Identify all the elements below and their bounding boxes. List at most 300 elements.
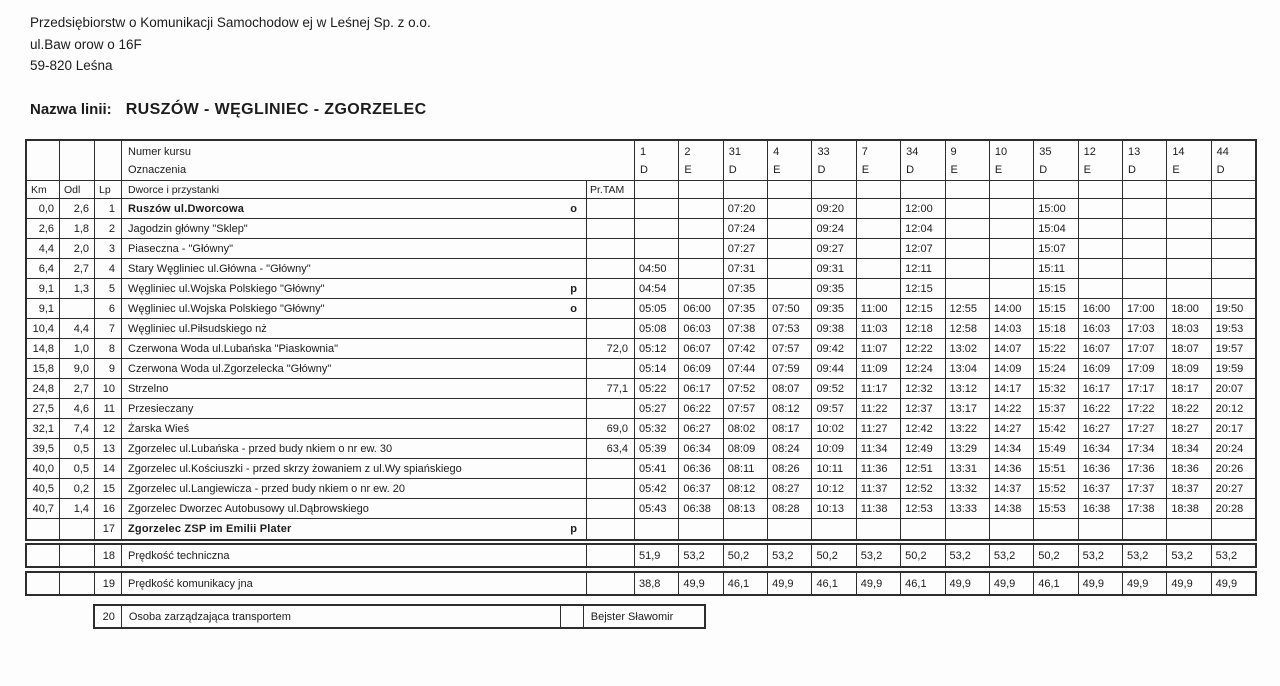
time-cell [635, 219, 679, 238]
time-cell [1034, 519, 1078, 539]
stop-name: Czerwona Woda ul.Lubańska "Piaskownia" [128, 342, 338, 355]
time-cell: 11:09 [857, 359, 901, 378]
speed-value-cell: 51,9 [635, 545, 679, 566]
time-cell: 05:42 [635, 479, 679, 498]
time-cell [1079, 199, 1123, 218]
time-header-empty-cell [901, 181, 945, 198]
time-cell: 15:49 [1034, 439, 1078, 458]
time-cell: 06:36 [679, 459, 723, 478]
course-header-cell [857, 141, 901, 180]
stop-name: Zgorzelec ul.Langiewicza - przed budy nkiem o nr ew. 20 [128, 482, 405, 495]
time-cell: 19:50 [1215, 302, 1244, 315]
time-cell [679, 259, 723, 278]
time-cell: 12:24 [901, 359, 945, 378]
speed-label: Prędkość techniczna [128, 549, 230, 562]
km-cell: 24,8 [27, 379, 60, 398]
time-cell [990, 219, 1034, 238]
course-header-cell [679, 141, 723, 180]
time-cell: 20:07 [1215, 382, 1244, 395]
time-cell: 14:09 [990, 359, 1034, 378]
speed-odl-empty [60, 545, 95, 566]
time-cell: 04:54 [635, 279, 679, 298]
time-cell: 15:00 [1034, 199, 1078, 218]
course-type: D [1127, 164, 1136, 176]
time-cell [946, 199, 990, 218]
stop-name: Zgorzelec ZSP im Emilii Plater [128, 523, 292, 535]
km-cell: 9,1 [27, 279, 60, 298]
time-cell: 05:39 [635, 439, 679, 458]
time-cell: 11:22 [857, 399, 901, 418]
km-cell: 27,5 [27, 399, 60, 418]
time-cell: 14:00 [990, 299, 1034, 318]
prtam-cell [587, 479, 635, 498]
time-cell: 20:27 [1215, 482, 1244, 495]
stop-name: Żarska Wieś [128, 422, 190, 435]
lp-cell: 11 [95, 399, 122, 418]
time-cell [679, 199, 723, 218]
time-cell: 07:44 [724, 359, 768, 378]
time-cell [1079, 279, 1123, 298]
time-cell [1212, 279, 1255, 298]
km-cell: 40,0 [27, 459, 60, 478]
time-cell: 11:00 [857, 299, 901, 318]
time-cell: 12:04 [901, 219, 945, 238]
course-number: 1 [640, 146, 647, 158]
lp-cell: 9 [95, 359, 122, 378]
odl-cell: 0,5 [60, 439, 95, 458]
stop-row [27, 519, 1255, 539]
course-type: E [950, 164, 958, 176]
time-cell: 14:38 [990, 499, 1034, 518]
stop-name-cell [122, 199, 587, 218]
time-cell [635, 199, 679, 218]
km-cell: 4,4 [27, 239, 60, 258]
time-cell: 12:52 [901, 479, 945, 498]
time-cell: 12:49 [901, 439, 945, 458]
time-cell [946, 259, 990, 278]
time-header-empty-cell [724, 181, 768, 198]
time-cell: 09:38 [812, 319, 856, 338]
prtam-cell [587, 239, 635, 258]
time-cell: 16:00 [1079, 299, 1123, 318]
stop-name: Zgorzelec Dworzec Autobusowy ul.Dąbrowskiego [128, 502, 369, 515]
time-cell [1212, 519, 1255, 539]
stop-name: Jagodzin główny "Sklep" [128, 222, 248, 235]
time-cell: 08:13 [724, 499, 768, 518]
time-cell [946, 239, 990, 258]
speed-value-cell: 50,2 [901, 545, 945, 566]
time-cell [1167, 519, 1211, 539]
course-type: E [773, 164, 781, 176]
time-cell [1123, 259, 1167, 278]
time-cell: 14:27 [990, 419, 1034, 438]
stop-row [27, 239, 1255, 259]
speed-value-cell: 49,9 [990, 573, 1034, 594]
prtam-cell [587, 299, 635, 318]
stop-name-cell [122, 319, 587, 338]
time-cell [990, 519, 1034, 539]
time-cell: 15:37 [1034, 399, 1078, 418]
header-row-labels [27, 181, 1255, 199]
course-type: D [728, 164, 737, 176]
lp-cell: 14 [95, 459, 122, 478]
time-cell: 09:57 [812, 399, 856, 418]
time-cell: 06:27 [679, 419, 723, 438]
time-cell [679, 519, 723, 539]
company-name: Przedsiębiorstw o Komunikacji Samochodow ej w Leśnej Sp. z o.o. [30, 15, 431, 30]
stop-name-cell [122, 219, 587, 238]
course-number: 14 [1172, 146, 1185, 158]
speed-label-cell [122, 545, 587, 566]
time-cell [857, 519, 901, 539]
time-cell: 13:32 [946, 479, 990, 498]
time-cell: 08:07 [768, 379, 812, 398]
course-number: 33 [817, 146, 830, 158]
odl-cell: 2,0 [60, 239, 95, 258]
time-cell: 15:11 [1034, 259, 1078, 278]
time-cell: 17:00 [1123, 299, 1167, 318]
time-cell: 11:34 [857, 439, 901, 458]
time-cell: 13:33 [946, 499, 990, 518]
speed-km-empty [27, 545, 60, 566]
time-cell: 18:03 [1167, 319, 1211, 338]
time-cell [946, 279, 990, 298]
prtam-cell [587, 499, 635, 518]
course-header-cell [724, 141, 768, 180]
time-cell: 09:42 [812, 339, 856, 358]
course-number: 9 [950, 146, 957, 158]
course-header-label-cell [122, 141, 635, 180]
time-cell [990, 279, 1034, 298]
time-cell: 07:57 [724, 399, 768, 418]
time-cell: 14:37 [990, 479, 1034, 498]
time-cell: 15:52 [1034, 479, 1078, 498]
prtam-cell: 72,0 [587, 339, 635, 358]
time-cell: 05:14 [635, 359, 679, 378]
time-cell: 09:24 [812, 219, 856, 238]
time-cell: 16:27 [1079, 419, 1123, 438]
time-cell [1167, 219, 1211, 238]
prtam-cell [587, 319, 635, 338]
time-cell: 17:38 [1123, 499, 1167, 518]
time-cell [1212, 199, 1255, 218]
time-cell: 20:12 [1215, 402, 1244, 415]
time-cell: 20:24 [1215, 442, 1244, 455]
speed-odl-empty [60, 573, 95, 594]
speed-value-cell: 53,2 [768, 545, 812, 566]
time-cell: 12:07 [901, 239, 945, 258]
manager-lp-cell: 20 [95, 606, 122, 627]
time-cell [679, 279, 723, 298]
speed-value-cell: 50,2 [724, 545, 768, 566]
lp-cell: 17 [95, 519, 122, 539]
speed-prtam-empty [587, 573, 635, 594]
prtam-cell: 63,4 [587, 439, 635, 458]
course-header-cell [768, 141, 812, 180]
time-cell: 06:00 [679, 299, 723, 318]
time-cell: 09:35 [812, 279, 856, 298]
time-cell [857, 259, 901, 278]
time-cell: 16:07 [1079, 339, 1123, 358]
time-cell: 07:59 [768, 359, 812, 378]
time-cell [1167, 199, 1211, 218]
time-cell: 05:43 [635, 499, 679, 518]
km-cell: 39,5 [27, 439, 60, 458]
prtam-cell: 77,1 [587, 379, 635, 398]
odl-cell: 4,6 [60, 399, 95, 418]
time-cell: 13:31 [946, 459, 990, 478]
speed-value-cell: 49,9 [1167, 573, 1211, 594]
prtam-cell [587, 259, 635, 278]
time-cell [768, 519, 812, 539]
stop-name-cell [122, 459, 587, 478]
timetable-main [25, 139, 1257, 541]
time-cell [990, 199, 1034, 218]
time-cell: 08:17 [768, 419, 812, 438]
time-cell: 05:05 [635, 299, 679, 318]
time-cell: 19:59 [1215, 362, 1244, 375]
time-cell [1123, 199, 1167, 218]
speed-value-cell: 49,9 [768, 573, 812, 594]
stop-name-cell [122, 379, 587, 398]
stop-name-cell [122, 339, 587, 358]
lp-cell: 16 [95, 499, 122, 518]
speed-value-cell: 49,9 [946, 573, 990, 594]
prtam-cell [587, 199, 635, 218]
odl-cell: 4,4 [60, 319, 95, 338]
course-type: E [684, 164, 692, 176]
stop-row [27, 299, 1255, 319]
time-cell: 13:17 [946, 399, 990, 418]
time-cell: 07:57 [768, 339, 812, 358]
speed-row [27, 573, 1255, 594]
course-header-cell [901, 141, 945, 180]
time-cell [768, 239, 812, 258]
stop-name-cell [122, 479, 587, 498]
time-cell [812, 519, 856, 539]
prtam-cell [587, 359, 635, 378]
km-cell: 2,6 [27, 219, 60, 238]
company-header [30, 12, 431, 77]
course-number: 12 [1083, 146, 1096, 158]
time-cell [1167, 279, 1211, 298]
corner-empty-odl [60, 141, 95, 180]
time-header-empty-cell [1034, 181, 1078, 198]
time-cell: 07:24 [724, 219, 768, 238]
prtam-cell [587, 459, 635, 478]
speed-value-cell: 53,2 [1079, 545, 1123, 566]
odl-cell: 1,3 [60, 279, 95, 298]
stop-marker: o [570, 202, 577, 215]
time-cell [635, 239, 679, 258]
time-cell [990, 259, 1034, 278]
course-header-cell [990, 141, 1034, 180]
time-cell: 05:32 [635, 419, 679, 438]
stop-name: Piaseczna - "Główny" [128, 242, 234, 255]
time-cell: 12:00 [901, 199, 945, 218]
time-cell: 18:09 [1167, 359, 1211, 378]
time-cell: 07:31 [724, 259, 768, 278]
time-cell: 07:52 [724, 379, 768, 398]
time-cell: 07:53 [768, 319, 812, 338]
time-cell: 12:15 [901, 279, 945, 298]
time-cell [1212, 219, 1255, 238]
time-cell: 07:38 [724, 319, 768, 338]
km-header: Km [27, 181, 60, 198]
time-cell [635, 519, 679, 539]
km-cell: 6,4 [27, 259, 60, 278]
speed-value-cell: 49,9 [1215, 577, 1238, 590]
stop-name-cell [122, 499, 587, 518]
speed-label-cell [122, 573, 587, 594]
time-header-empty-cell [990, 181, 1034, 198]
time-cell: 09:31 [812, 259, 856, 278]
time-cell: 15:04 [1034, 219, 1078, 238]
lp-header: Lp [95, 181, 122, 198]
stop-name-cell [122, 399, 587, 418]
time-cell [946, 519, 990, 539]
time-cell: 06:17 [679, 379, 723, 398]
time-header-empty-cell [1167, 181, 1211, 198]
time-cell: 18:36 [1167, 459, 1211, 478]
time-cell: 14:17 [990, 379, 1034, 398]
stop-name-cell [122, 359, 587, 378]
course-type: E [1172, 164, 1180, 176]
lp-cell: 7 [95, 319, 122, 338]
time-cell [901, 519, 945, 539]
time-cell: 18:27 [1167, 419, 1211, 438]
time-cell: 06:07 [679, 339, 723, 358]
time-header-empty-cell [1212, 181, 1255, 198]
time-cell: 17:34 [1123, 439, 1167, 458]
time-cell: 08:11 [724, 459, 768, 478]
time-cell: 13:12 [946, 379, 990, 398]
time-header-empty-cell [946, 181, 990, 198]
time-cell: 15:15 [1034, 299, 1078, 318]
stop-name: Zgorzelec ul.Kościuszki - przed skrzy żowaniem z ul.Wy spiańskiego [128, 462, 462, 475]
time-cell: 13:04 [946, 359, 990, 378]
time-cell [1123, 519, 1167, 539]
time-cell: 07:27 [724, 239, 768, 258]
course-header-cell [1212, 141, 1255, 180]
lp-cell: 12 [95, 419, 122, 438]
odl-cell: 1,0 [60, 339, 95, 358]
time-cell: 05:12 [635, 339, 679, 358]
time-cell: 07:35 [724, 279, 768, 298]
time-cell: 11:36 [857, 459, 901, 478]
stop-name-cell [122, 439, 587, 458]
speed-value-cell: 49,9 [679, 573, 723, 594]
lp-cell: 10 [95, 379, 122, 398]
stop-name: Strzelno [128, 382, 169, 395]
time-cell: 20:28 [1215, 502, 1244, 515]
odl-cell [60, 519, 95, 539]
course-type: E [1083, 164, 1091, 176]
course-header-cell [635, 141, 679, 180]
stop-name: Węgliniec ul.Piłsudskiego nż [128, 322, 267, 335]
lp-cell: 3 [95, 239, 122, 258]
time-cell: 12:42 [901, 419, 945, 438]
time-cell: 06:09 [679, 359, 723, 378]
speed-value-cell: 50,2 [1034, 545, 1078, 566]
stop-row [27, 279, 1255, 299]
course-header-cell [1167, 141, 1211, 180]
time-cell: 15:15 [1034, 279, 1078, 298]
company-city: 59-820 Leśna [30, 58, 113, 73]
time-header-empty-cell [812, 181, 856, 198]
time-cell: 18:00 [1167, 299, 1211, 318]
time-header-empty-cell [1079, 181, 1123, 198]
stop-name: Ruszów ul.Dworcowa [128, 202, 245, 215]
time-cell: 06:38 [679, 499, 723, 518]
manager-value-cell: Bejster Sławomir [590, 610, 674, 623]
oznaczenia-label: Oznaczenia [128, 164, 187, 176]
time-cell: 11:37 [857, 479, 901, 498]
time-cell: 10:11 [812, 459, 856, 478]
speed-value-cell: 49,9 [1123, 573, 1167, 594]
time-cell: 08:27 [768, 479, 812, 498]
time-cell [857, 279, 901, 298]
lp-cell: 1 [95, 199, 122, 218]
time-cell [679, 239, 723, 258]
time-cell: 18:17 [1167, 379, 1211, 398]
prtam-cell [587, 519, 635, 539]
odl-cell: 2,7 [60, 379, 95, 398]
stop-row [27, 359, 1255, 379]
time-cell [946, 219, 990, 238]
speed-value-cell: 49,9 [857, 573, 901, 594]
time-cell: 12:51 [901, 459, 945, 478]
time-cell: 10:12 [812, 479, 856, 498]
time-cell: 20:17 [1215, 422, 1244, 435]
time-cell: 06:03 [679, 319, 723, 338]
stop-name-cell [122, 259, 587, 278]
course-number: 7 [861, 146, 868, 158]
time-cell: 16:36 [1079, 459, 1123, 478]
stop-row [27, 479, 1255, 499]
speed-label: Prędkość komunikacy jna [128, 577, 253, 590]
time-cell: 10:09 [812, 439, 856, 458]
time-cell: 19:57 [1215, 342, 1244, 355]
time-cell: 17:09 [1123, 359, 1167, 378]
lp-cell: 15 [95, 479, 122, 498]
stops-header: Dworce i przystanki [122, 181, 587, 198]
prtam-cell: 69,0 [587, 419, 635, 438]
time-cell: 20:26 [1215, 462, 1244, 475]
time-cell [857, 199, 901, 218]
time-cell: 18:07 [1167, 339, 1211, 358]
speed-prtam-empty [587, 545, 635, 566]
km-cell: 10,4 [27, 319, 60, 338]
time-cell [679, 219, 723, 238]
stop-row [27, 319, 1255, 339]
time-cell: 15:51 [1034, 459, 1078, 478]
time-cell [768, 219, 812, 238]
time-cell: 16:17 [1079, 379, 1123, 398]
course-header-cell [1079, 141, 1123, 180]
course-type: E [861, 164, 870, 176]
course-header-cell [1034, 141, 1078, 180]
stop-name: Przesieczany [128, 402, 194, 415]
lp-cell: 4 [95, 259, 122, 278]
time-cell [1123, 219, 1167, 238]
numer-kursu-label: Numer kursu [128, 146, 191, 158]
course-header-cell [1123, 141, 1167, 180]
course-type: E [994, 164, 1003, 176]
time-header-empty-cell [768, 181, 812, 198]
time-cell [768, 199, 812, 218]
lp-cell: 5 [95, 279, 122, 298]
